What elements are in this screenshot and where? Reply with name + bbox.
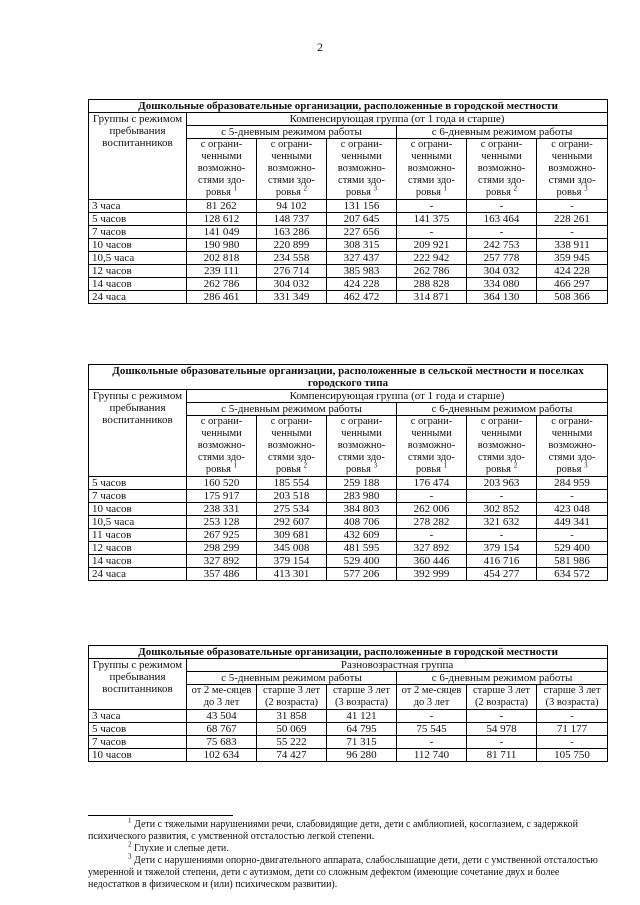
value-cell: -: [467, 490, 537, 503]
value-cell: 416 716: [467, 555, 537, 568]
table-row: [89, 736, 608, 749]
column-subheader: [467, 685, 537, 710]
table-row: [89, 749, 608, 762]
subheader-text: старше 3 лет (2 возраста): [472, 685, 531, 708]
value-cell: 128 612: [187, 213, 257, 226]
regime-5-day-header: с 5-дневным режимом работы: [187, 403, 397, 416]
value-cell: -: [397, 710, 467, 723]
table-row: [89, 555, 608, 568]
value-cell: 283 980: [327, 490, 397, 503]
footnote-mark: 1: [443, 184, 448, 193]
table-row: [89, 542, 608, 555]
value-cell: 220 899: [257, 239, 327, 252]
value-cell: 309 681: [257, 529, 327, 542]
value-cell: 308 315: [327, 239, 397, 252]
value-cell: -: [537, 200, 608, 213]
row-label: 10 часов: [89, 749, 187, 762]
value-cell: 227 656: [327, 226, 397, 239]
table-title: Дошкольные образовательные организации, расположенные в сельской местности и поселках городского типа: [89, 365, 608, 390]
value-cell: 131 156: [327, 200, 397, 213]
groups-header: Группы с режимом пребывания воспитанников: [89, 390, 187, 477]
row-label: 10,5 часа: [89, 516, 187, 529]
value-cell: 462 472: [327, 291, 397, 304]
value-cell: 314 871: [397, 291, 467, 304]
table-row: [89, 265, 608, 278]
table-row: [89, 516, 608, 529]
groups-header: Группы с режимом пребывания воспитанников: [89, 113, 187, 200]
value-cell: 163 286: [257, 226, 327, 239]
value-cell: 55 222: [257, 736, 327, 749]
subheader-text: с ограни-ченными возможно-стями здо-ровья: [407, 416, 456, 475]
value-cell: -: [397, 226, 467, 239]
value-cell: -: [537, 710, 608, 723]
subheader-text: с ограни-ченными возможно-стями здо-ровья: [197, 416, 246, 475]
value-cell: 238 331: [187, 503, 257, 516]
column-subheader: [467, 416, 537, 477]
table-row: [89, 710, 608, 723]
value-cell: -: [467, 200, 537, 213]
value-cell: 202 818: [187, 252, 257, 265]
value-cell: 364 130: [467, 291, 537, 304]
value-cell: 207 645: [327, 213, 397, 226]
row-label: 11 часов: [89, 529, 187, 542]
value-cell: -: [397, 736, 467, 749]
table-row: [89, 529, 608, 542]
value-cell: 481 595: [327, 542, 397, 555]
subheader-text: с ограни-ченными возможно-стями здо-ровья: [267, 139, 316, 198]
value-cell: 392 999: [397, 568, 467, 581]
value-cell: 160 520: [187, 477, 257, 490]
value-cell: 408 706: [327, 516, 397, 529]
table-row: [89, 252, 608, 265]
value-cell: 262 006: [397, 503, 467, 516]
value-cell: 359 945: [537, 252, 608, 265]
value-cell: 278 282: [397, 516, 467, 529]
footnote-mark: 3: [584, 461, 588, 470]
subheader-text: с ограни-ченными возможно-стями здо-ровья: [477, 416, 526, 475]
row-label: 7 часов: [89, 490, 187, 503]
value-cell: 222 942: [397, 252, 467, 265]
table-row: [89, 239, 608, 252]
table-row: [89, 278, 608, 291]
value-cell: 31 858: [257, 710, 327, 723]
row-label: 12 часов: [89, 265, 187, 278]
subheader-text: с ограни-ченными возможно-стями здо-ровья: [267, 416, 316, 475]
column-subheader: [257, 416, 327, 477]
regime-5-day-header: с 5-дневным режимом работы: [187, 672, 397, 685]
value-cell: 634 572: [537, 568, 608, 581]
value-cell: 286 461: [187, 291, 257, 304]
footnote-mark: 3: [373, 184, 378, 193]
row-label: 3 часа: [89, 710, 187, 723]
footnote-mark: 3: [584, 184, 588, 193]
column-subheader: [467, 139, 537, 200]
value-cell: -: [467, 529, 537, 542]
value-cell: 379 154: [467, 542, 537, 555]
column-subheader: [187, 139, 257, 200]
value-cell: 385 983: [327, 265, 397, 278]
table-row: [89, 200, 608, 213]
value-cell: 176 474: [397, 477, 467, 490]
value-cell: 185 554: [257, 477, 327, 490]
group-type-header: Компенсирующая группа (от 1 года и старше): [187, 113, 608, 126]
footnote-mark: 1: [233, 184, 238, 193]
groups-header: Группы с режимом пребывания воспитанников: [89, 659, 187, 710]
value-cell: 141 049: [187, 226, 257, 239]
column-subheader: [537, 685, 608, 710]
value-cell: 327 892: [397, 542, 467, 555]
regime-6-day-header: с 6-дневным режимом работы: [397, 403, 608, 416]
value-cell: -: [467, 226, 537, 239]
value-cell: 203 518: [257, 490, 327, 503]
regime-6-day-header: с 6-дневным режимом работы: [397, 672, 608, 685]
column-subheader: [537, 139, 608, 200]
table-row: [89, 723, 608, 736]
column-subheader: [327, 139, 397, 200]
value-cell: 71 177: [537, 723, 608, 736]
table-title: Дошкольные образовательные организации, расположенные в городской местности: [89, 100, 608, 113]
value-cell: 321 632: [467, 516, 537, 529]
value-cell: 50 069: [257, 723, 327, 736]
table-compensating-urban: [88, 99, 608, 304]
value-cell: 298 299: [187, 542, 257, 555]
value-cell: 94 102: [257, 200, 327, 213]
footnote-mark: 1: [233, 461, 238, 470]
value-cell: 529 400: [537, 542, 608, 555]
value-cell: 71 315: [327, 736, 397, 749]
value-cell: 96 280: [327, 749, 397, 762]
value-cell: 275 534: [257, 503, 327, 516]
value-cell: 432 609: [327, 529, 397, 542]
value-cell: 163 464: [467, 213, 537, 226]
value-cell: 276 714: [257, 265, 327, 278]
column-subheader: [397, 139, 467, 200]
value-cell: 75 545: [397, 723, 467, 736]
value-cell: 338 911: [537, 239, 608, 252]
row-label: 5 часов: [89, 213, 187, 226]
value-cell: -: [467, 710, 537, 723]
value-cell: 284 959: [537, 477, 608, 490]
subheader-text: с ограни-ченными возможно-стями здо-ровья: [337, 416, 386, 475]
footnote-mark: 1: [443, 461, 448, 470]
value-cell: -: [537, 490, 608, 503]
column-subheader: [397, 416, 467, 477]
value-cell: 102 634: [187, 749, 257, 762]
value-cell: 379 154: [257, 555, 327, 568]
group-type-header: Компенсирующая группа (от 1 года и старше): [187, 390, 608, 403]
value-cell: 43 504: [187, 710, 257, 723]
value-cell: -: [467, 736, 537, 749]
subheader-text: от 2 ме-сяцев до 3 лет: [191, 685, 252, 708]
footnote-mark: 2: [303, 184, 308, 193]
value-cell: 74 427: [257, 749, 327, 762]
value-cell: 234 558: [257, 252, 327, 265]
group-type-header: Разновозрастная группа: [187, 659, 608, 672]
value-cell: 175 917: [187, 490, 257, 503]
row-label: 12 часов: [89, 542, 187, 555]
value-cell: 64 795: [327, 723, 397, 736]
value-cell: 257 778: [467, 252, 537, 265]
value-cell: 304 032: [257, 278, 327, 291]
value-cell: -: [397, 200, 467, 213]
row-label: 7 часов: [89, 226, 187, 239]
value-cell: -: [537, 529, 608, 542]
table-row: [89, 503, 608, 516]
value-cell: 81 711: [467, 749, 537, 762]
value-cell: 357 486: [187, 568, 257, 581]
value-cell: 68 767: [187, 723, 257, 736]
value-cell: 327 892: [187, 555, 257, 568]
value-cell: 345 008: [257, 542, 327, 555]
table-row: [89, 477, 608, 490]
footnote-mark: 2: [303, 461, 308, 470]
value-cell: 105 750: [537, 749, 608, 762]
value-cell: -: [397, 490, 467, 503]
value-cell: -: [397, 529, 467, 542]
value-cell: 81 262: [187, 200, 257, 213]
row-label: 5 часов: [89, 723, 187, 736]
value-cell: 577 206: [327, 568, 397, 581]
value-cell: 304 032: [467, 265, 537, 278]
subheader-text: с ограни-ченными возможно-стями здо-ровья: [477, 139, 526, 198]
row-label: 10 часов: [89, 503, 187, 516]
value-cell: 413 301: [257, 568, 327, 581]
value-cell: 508 366: [537, 291, 608, 304]
value-cell: 449 341: [537, 516, 608, 529]
value-cell: 423 048: [537, 503, 608, 516]
table-title: Дошкольные образовательные организации, расположенные в городской местности: [89, 646, 608, 659]
value-cell: 288 828: [397, 278, 467, 291]
column-subheader: [257, 685, 327, 710]
value-cell: 302 852: [467, 503, 537, 516]
value-cell: 141 375: [397, 213, 467, 226]
table-compensating-rural: [88, 364, 608, 581]
regime-5-day-header: с 5-дневным режимом работы: [187, 126, 397, 139]
table-mixed-age-urban: [88, 645, 608, 762]
value-cell: 327 437: [327, 252, 397, 265]
footnote-1: $^1$ Дети с тяжелыми нарушениями речи, слабовидящие дети, дети с амблиопией, косоглазием, с задержкой психического развития, с умственной отсталостью легкой степени.: [88, 816, 579, 842]
table-row: [89, 213, 608, 226]
value-cell: 75 683: [187, 736, 257, 749]
row-label: 14 часов: [89, 278, 187, 291]
value-cell: 242 753: [467, 239, 537, 252]
column-subheader: [327, 416, 397, 477]
column-subheader: [537, 416, 608, 477]
row-label: 3 часа: [89, 200, 187, 213]
column-subheader: [187, 416, 257, 477]
subheader-text: старше 3 лет (3 возраста): [543, 685, 601, 708]
value-cell: 529 400: [327, 555, 397, 568]
table-row: [89, 291, 608, 304]
value-cell: 190 980: [187, 239, 257, 252]
value-cell: 41 121: [327, 710, 397, 723]
value-cell: 360 446: [397, 555, 467, 568]
subheader-text: с ограни-ченными возможно-стями здо-ровья: [407, 139, 456, 198]
row-label: 7 часов: [89, 736, 187, 749]
table-row: [89, 226, 608, 239]
page-number: 2: [317, 40, 323, 54]
subheader-text: от 2 ме-сяцев до 3 лет: [401, 685, 462, 708]
value-cell: 54 978: [467, 723, 537, 736]
regime-6-day-header: с 6-дневным режимом работы: [397, 126, 608, 139]
footnote-3: $^3$ Дети с нарушениями опорно-двигательного аппарата, слабослышащие дети, дети с умственной отсталостью умеренной и тяжелой степени, дети с аутизмом, дети со сложным дефектом (имеющие сочетание двух и более недостатков в физическом и (или) психическом развитии).: [88, 852, 598, 890]
subheader-text: с ограни-ченными возможно-стями здо-ровья: [337, 139, 386, 198]
footnote-separator: [88, 815, 233, 816]
value-cell: 148 737: [257, 213, 327, 226]
value-cell: 466 297: [537, 278, 608, 291]
row-label: 24 часа: [89, 291, 187, 304]
value-cell: 267 925: [187, 529, 257, 542]
subheader-text: с ограни-ченными возможно-стями здо-ровья: [548, 139, 596, 198]
subheader-text: старше 3 лет (3 возраста): [332, 685, 391, 708]
value-cell: 334 080: [467, 278, 537, 291]
subheader-text: с ограни-ченными возможно-стями здо-ровья: [197, 139, 246, 198]
value-cell: 239 111: [187, 265, 257, 278]
row-label: 14 часов: [89, 555, 187, 568]
column-subheader: [257, 139, 327, 200]
footnote-mark: 3: [373, 461, 378, 470]
value-cell: 424 228: [537, 265, 608, 278]
value-cell: 424 228: [327, 278, 397, 291]
footnote-mark: 2: [513, 461, 518, 470]
column-subheader: [327, 685, 397, 710]
value-cell: 454 277: [467, 568, 537, 581]
row-label: 10,5 часа: [89, 252, 187, 265]
value-cell: 262 786: [187, 278, 257, 291]
value-cell: 259 188: [327, 477, 397, 490]
value-cell: 203 963: [467, 477, 537, 490]
table-row: [89, 490, 608, 503]
subheader-text: с ограни-ченными возможно-стями здо-ровья: [548, 416, 596, 475]
row-label: 5 часов: [89, 477, 187, 490]
value-cell: 384 803: [327, 503, 397, 516]
column-subheader: [397, 685, 467, 710]
value-cell: -: [537, 736, 608, 749]
row-label: 10 часов: [89, 239, 187, 252]
value-cell: 112 740: [397, 749, 467, 762]
column-subheader: [187, 685, 257, 710]
table-row: [89, 568, 608, 581]
subheader-text: старше 3 лет (2 возраста): [262, 685, 321, 708]
value-cell: -: [537, 226, 608, 239]
footnote-mark: 2: [513, 184, 518, 193]
value-cell: 262 786: [397, 265, 467, 278]
value-cell: 209 921: [397, 239, 467, 252]
value-cell: 581 986: [537, 555, 608, 568]
footnote-2: $^2$ Глухие и слепые дети.: [128, 840, 229, 854]
value-cell: 331 349: [257, 291, 327, 304]
value-cell: 253 128: [187, 516, 257, 529]
value-cell: 292 607: [257, 516, 327, 529]
row-label: 24 часа: [89, 568, 187, 581]
value-cell: 228 261: [537, 213, 608, 226]
